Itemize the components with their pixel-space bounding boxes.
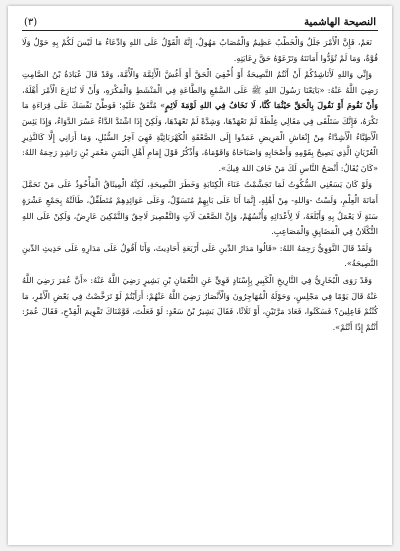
paragraph-text: وَلَوْ كَانَ يَسَعُنِي السُّكُوتُ لَمَا تَجَشَّمْتُ عَنَاءَ الْكِتَابَةِ وَخَطَرَ النَّصِيحَةِ، لَكِنَّهُ الْمِيثَاقُ الْمَأْخُوذُ عَلَى مَنْ تَحَمَّلَ أَمَانَةَ الْعِلْمِ، وَلَسْتُ -وَاللهِ- مِنْ أَهْلِهِ، إِنَّمَا أَنَا عَلَى بَابِهِمْ مُتَسَوِّلٌ، وَعَلَى عَوَائِدِهِمْ مُتَطَفِّلٌ، طَالَتْهُ بِجَمْعِ عَشْرَةٍ سَنَةٍ لَا يَعْمَلُ بِهِ وَأَبْلَغَهُ، لَا لِأَعْدَائِهِ وَأُنْسُهُمْ، وَإِنَّ الصَّعْفَ لَآتٍ وَالتَّقْصِيرَ لَاحِقٌ وَالتَّمْكِينَ عَارِضٌ، وَلَكِنْ عَلَى اللهِ التُّكْلَانُ فِي الْمَضَايِقِ وَالْمَصَاعِبِ. (22, 179, 378, 237)
paragraph (22, 177, 378, 239)
paragraph-text: وَلَقَدْ قَالَ النَّوَوِيُّ رَحِمَهُ اللهُ: «قَالُوا مَدَارُ الدِّينِ عَلَى أَرْبَعَةِ أَحَادِيثَ، وَأَنَا أَقُولُ عَلَى مَدَارِهِ عَلَى حَدِيثِ الدِّينِ النَّصِيحَةُ». (22, 242, 378, 269)
paragraph (22, 273, 378, 335)
paragraph-text: وَإِنِّي وَاللهِ لَأَنَاشِدُكُمْ أَنْ أَنْتُمُ النَّصِيحَةُ أَوْ أُخْفِيَ الْحَقَّ أَوْ أَغُشَّ الْأَئِمَّةَ وَالْأُمَّةَ، وَقَدْ قَالَ عُبَادَةُ بْنُ الصَّامِتِ رَضِيَ اللَّهُ عَنْهُ: «بَايَعْنَا رَسُولَ اللهِ ﷺ عَلَى السَّمْعِ وَالطَّاعَةِ فِي الْمَنْشَطِ وَالْمَكْرَهِ، وَأَنْ لَا نُنَازِعَ الْأَمْرَ أَهْلَهُ، (22, 69, 378, 95)
page-number: (٣) (24, 17, 38, 28)
page-body (22, 35, 378, 335)
paragraph (22, 67, 378, 176)
bold-quote-text: وَأَنْ نَقُومَ أَوْ نَقُولَ بِالْحَقِّ حَيْثُمَا كُنَّا، لَا نَخَافُ فِي اللهِ لَوْمَةَ لَائِمٍ (165, 100, 378, 111)
running-title: النصيحة الهاشمية (304, 17, 376, 28)
book-page (8, 6, 392, 545)
paragraph (22, 35, 378, 66)
paragraph-text: وَقَدْ رَوَى الْبُخَارِيُّ فِي التَّارِيخِ الْكَبِيرِ بِإِسْنَادٍ قَوِيٍّ عَنِ النُّعْمَانِ بْنِ بَشِيرٍ رَضِيَ اللَّهُ عَنْهُ: «أَنَّ عُمَرَ رَضِيَ اللَّهُ عَنْهُ قَالَ يَوْمًا فِي مَجْلِسٍ، وَحَوْلَهُ الْمُهَاجِرُونَ وَالْأَنْصَارُ رَضِيَ اللَّهُ عَنْهُمْ: أَرَأَيْتُمْ لَوْ تَرَخَّصْتُ فِي بَعْضِ الْأَمْرِ، مَا كُنْتُمْ فَاعِلِينَ؟ فَسَكَتُوا، فَعَادَ مَرَّتَيْنِ، أَوْ ثَلَاثًا، فَقَالَ بَشِيرُ بْنُ سَعْدٍ: لَوْ فَعَلْتَ، قَوَّمْنَاكَ تَقْوِيمَ الْقِدْحِ، فَقَالَ عُمَرُ: أَنْتُمْ إِذًا أَنْتُمْ». (22, 274, 378, 332)
paragraph-text: » مُتَّفَقٌ عَلَيْهِ؛ فَوَطِّنْ نَفْسَكَ عَلَى قِرَاءَةِ مَا تَكْرَهُ، فَإِنَّكَ سَتَلْقَى فِي مَقَالِي غِلْظَةً لَمْ تَعْهَدْهَا، وَشِدَّةً لَمْ تَعْهَدْهَا، وَلَكِنْ إِذَا اشْتَدَّ الدَّاءُ عَسُرَ الدَّوَاءُ، وَإِذَا يَئِسَ الْأَطِبَّاءُ الْأَشِدَّاءُ مِنْ إِنْعَاشِ الْمَرِيضِ عَمَدُوا إِلَى الصَّعْقَةِ الْكَهْرَبَائِيَّةِ فَهِيَ آخِرُ السُّبُلِ، وَمَا أَرَانِي إِلَّا كَالنَّذِيرِ الْعُرْيَانِ الَّذِي يَصِيحُ بِقَوْمِهِ وَأَصْحَابِهِ وَاصَبَاحَاهُ وَاقَوْمَاهُ، وَأَذْكُرُ قَوْلَ إِمَامِ أَهْلِ الْيَمَنِ مَعْمَرِ بْنِ رَاشِدٍ رَحِمَهُ اللهُ: «كَانَ يُقَالُ: أَنْصَحُ النَّاسِ لَكَ مَنْ خَافَ اللهَ فِيكَ». (22, 100, 378, 173)
page-header (22, 14, 378, 31)
paragraph-text: نَعَمْ، فَإِنَّ الْأَمْرَ جَلَلٌ وَالْخَطْبُ عَظِيمٌ وَالْمُصَابُ مَهُولٌ، إِنَّهُ الْقَوْلُ عَلَى اللهِ وَادِّعَاءُ مَا لَيْسَ لَكُمْ بِهِ حَوْلٌ وَلَا قُوَّةٌ، وَمَا لَمْ تُؤَدُّوا أَمَانَتَهُ وَتَرْعَوْهُ حَقَّ رِعَايَتِهِ. (22, 37, 378, 63)
paragraph (22, 241, 378, 272)
